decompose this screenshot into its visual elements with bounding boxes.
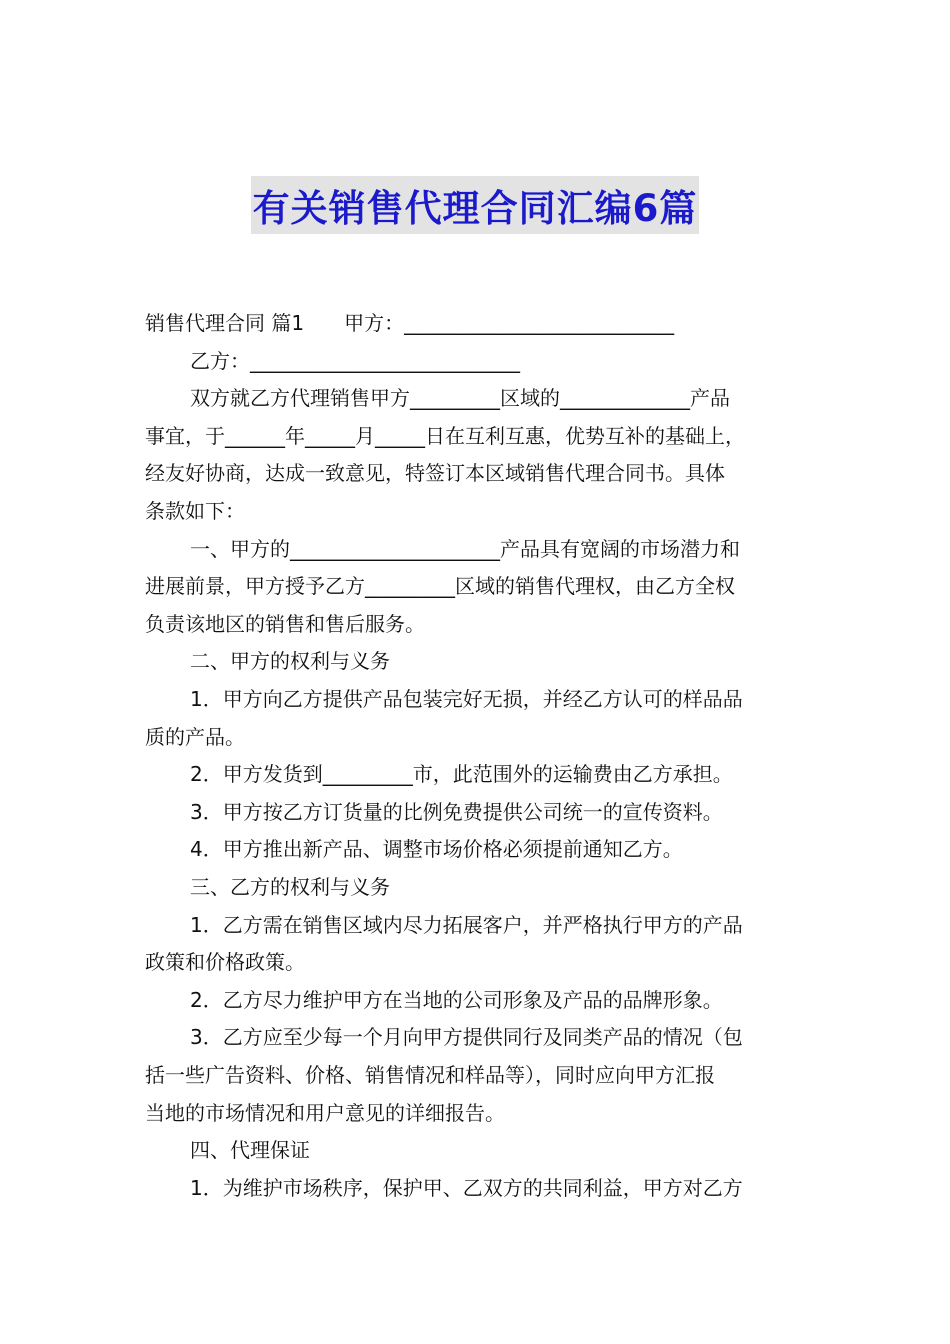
document-title-wrap <box>0 176 950 234</box>
body-line: 1．乙方需在销售区域内尽力拓展客户，并严格执行甲方的产品 <box>190 912 743 937</box>
body-line: 双方就乙方代理销售甲方_________区域的_____________产品 <box>190 386 730 411</box>
body-line: 2．甲方发货到_________市，此范围外的运输费由乙方承担。 <box>190 762 733 787</box>
body-line: 政策和价格政策。 <box>145 950 305 975</box>
body-line: 1．甲方向乙方提供产品包装完好无损，并经乙方认可的样品品 <box>190 687 743 711</box>
body-line: 事宜，于______年_____月_____日在互利互惠，优势互补的基础上， <box>145 423 745 448</box>
body-line: 条款如下： <box>145 499 245 523</box>
body-line: 3．甲方按乙方订货量的比例免费提供公司统一的宣传资料。 <box>190 799 723 824</box>
body-line: 括一些广告资料、价格、销售情况和样品等），同时应向甲方汇报 <box>145 1063 715 1087</box>
body-line: 2．乙方尽力维护甲方在当地的公司形象及产品的品牌形象。 <box>190 987 723 1012</box>
body-line: 质的产品。 <box>145 724 245 749</box>
body-line: 一、甲方的_____________________产品具有宽阔的市场潜力和 <box>190 536 740 561</box>
body-line: 4．甲方推出新产品、调整市场价格必须提前通知乙方。 <box>190 837 683 862</box>
body-line: 3．乙方应至少每一个月向甲方提供同行及同类产品的情况（包 <box>190 1025 743 1050</box>
body-line: 1．为维护市场秩序，保护甲、乙双方的共同利益，甲方对乙方 <box>190 1175 743 1200</box>
body-line: 乙方：___________________________ <box>190 348 520 373</box>
body-line: 三、乙方的权利与义务 <box>190 875 390 899</box>
document-title: 有关销售代理合同汇编6篇 <box>251 176 700 234</box>
body-line: 销售代理合同 篇1 甲方：___________________________ <box>145 311 675 335</box>
body-line: 当地的市场情况和用户意见的详细报告。 <box>145 1100 505 1125</box>
body-line: 负责该地区的销售和售后服务。 <box>145 611 425 636</box>
body-line: 经友好协商，达成一致意见，特签订本区域销售代理合同书。具体 <box>145 461 725 486</box>
body-line: 进展前景，甲方授予乙方_________区域的销售代理权，由乙方全权 <box>145 574 735 599</box>
body-line: 四、代理保证 <box>190 1138 310 1163</box>
body-line: 二、甲方的权利与义务 <box>190 649 390 674</box>
